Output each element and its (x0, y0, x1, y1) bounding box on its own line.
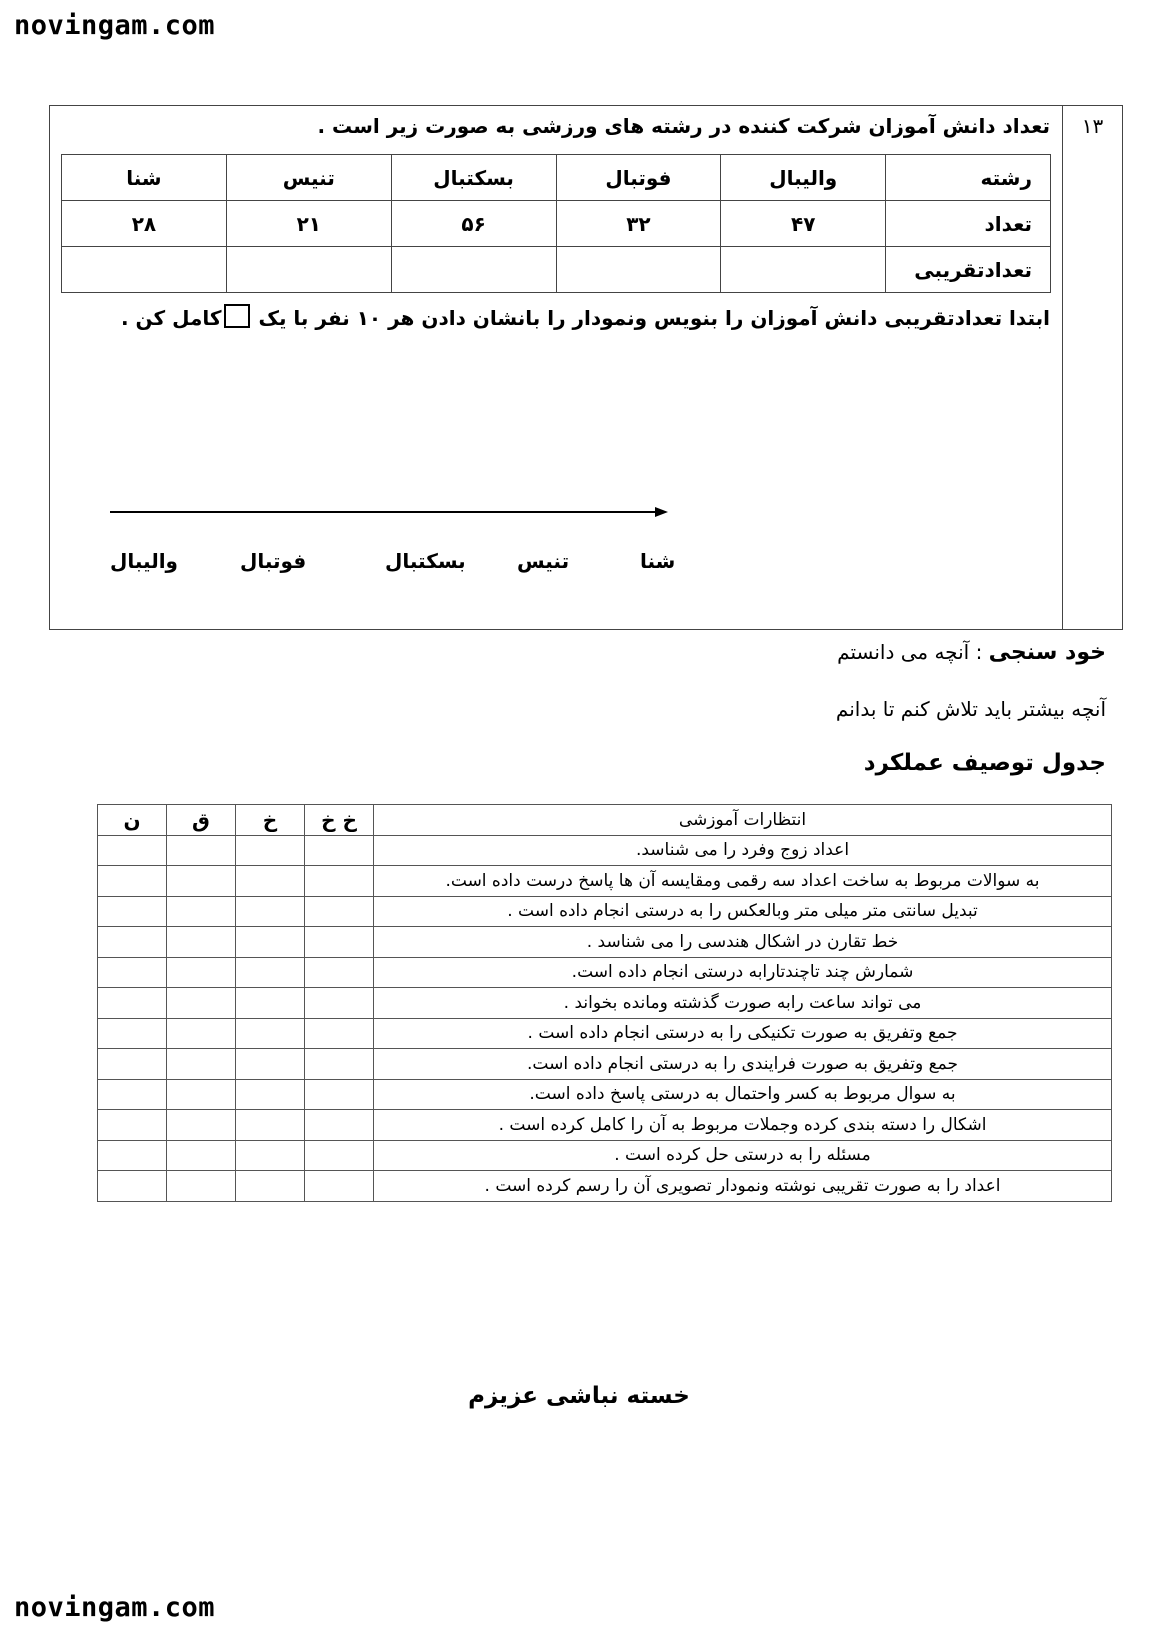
count-swimming: ۲۸ (62, 201, 227, 247)
expectation-text: شمارش چند تاچندتارابه درستی انجام داده است. (374, 957, 1112, 988)
question-text: تعداد دانش آموزان شرکت کننده در رشته های ورزشی به صورت زیر است . (317, 114, 1050, 138)
instruction-part2: کامل کن . (120, 306, 222, 330)
expectation-text: به سوال مربوط به کسر واحتمال به درستی پاسخ داده است. (374, 1079, 1112, 1110)
grade-cell[interactable] (236, 1018, 305, 1049)
grade-cell[interactable] (305, 1110, 374, 1141)
grade-cell[interactable] (236, 988, 305, 1019)
grade-cell[interactable] (167, 835, 236, 866)
sport-swimming: شنا (62, 155, 227, 201)
grade-cell[interactable] (167, 988, 236, 1019)
grade-cell[interactable] (98, 866, 167, 897)
grade-cell[interactable] (167, 1049, 236, 1080)
expectation-text: تبدیل سانتی متر میلی متر وبالعکس را به درستی انجام داده است . (374, 896, 1112, 927)
grade-cell[interactable] (305, 1049, 374, 1080)
sports-data-table (61, 154, 1051, 293)
axis-label-volleyball: والیبال (110, 549, 178, 573)
table-row (98, 927, 1112, 958)
self-assessment-known: : آنچه می دانستم (837, 640, 983, 664)
count-basketball: ۵۶ (391, 201, 556, 247)
grade-cell[interactable] (236, 1079, 305, 1110)
grade-cell[interactable] (305, 835, 374, 866)
grade-cell[interactable] (305, 1079, 374, 1110)
grade-cell[interactable] (305, 866, 374, 897)
table-row (98, 1079, 1112, 1110)
expectations-header: انتظارات آموزشی (374, 805, 1112, 836)
grade-header-needs-effort: ن (98, 805, 167, 836)
approx-cell[interactable] (62, 247, 227, 293)
grade-header-acceptable: ق (167, 805, 236, 836)
expectation-text: مسئله را به درستی حل کرده است . (374, 1140, 1112, 1171)
grade-header-excellent: خ خ (305, 805, 374, 836)
axis-label-basketball: بسکتبال (385, 549, 466, 573)
grade-cell[interactable] (98, 1079, 167, 1110)
self-assessment-line1 (837, 640, 1106, 665)
grade-cell[interactable] (98, 988, 167, 1019)
table-row (98, 988, 1112, 1019)
table-row (98, 957, 1112, 988)
site-watermark-top: novingam.com (14, 10, 216, 41)
approx-cell[interactable] (721, 247, 886, 293)
approx-cell[interactable] (391, 247, 556, 293)
square-symbol-icon (224, 304, 250, 328)
sport-basketball: بسکتبال (391, 155, 556, 201)
grade-cell[interactable] (305, 1140, 374, 1171)
expectation-text: جمع وتفریق به صورت تکنیکی را به درستی انجام داده است . (374, 1018, 1112, 1049)
grade-cell[interactable] (98, 1049, 167, 1080)
grade-cell[interactable] (236, 1049, 305, 1080)
grade-cell[interactable] (305, 988, 374, 1019)
question-number: ۱۳ (1081, 114, 1104, 138)
grade-cell[interactable] (167, 957, 236, 988)
grade-cell[interactable] (167, 896, 236, 927)
axis-label-football: فوتبال (240, 549, 307, 573)
grade-cell[interactable] (98, 957, 167, 988)
grade-cell[interactable] (167, 1110, 236, 1141)
question-number-column (1062, 106, 1122, 629)
table-header-row (98, 805, 1112, 836)
grade-cell[interactable] (236, 896, 305, 927)
expectation-text: می تواند ساعت رابه صورت گذشته ومانده بخواند . (374, 988, 1112, 1019)
expectation-text: جمع وتفریق به صورت فرایندی را به درستی انجام داده است. (374, 1049, 1112, 1080)
axis-label-tennis: تنیس (517, 549, 570, 573)
grade-cell[interactable] (167, 866, 236, 897)
site-watermark-bottom: novingam.com (14, 1592, 216, 1623)
expectation-text: اعداد زوج وفرد را می شناسد. (374, 835, 1112, 866)
question-box (49, 105, 1123, 630)
expectation-text: به سوالات مربوط به ساخت اعداد سه رقمی ومقایسه آن ها پاسخ درست داده است. (374, 866, 1112, 897)
grade-cell[interactable] (305, 1171, 374, 1202)
grade-cell[interactable] (236, 1171, 305, 1202)
grade-cell[interactable] (167, 1140, 236, 1171)
table-row (98, 1171, 1112, 1202)
table-row (62, 247, 1051, 293)
grade-cell[interactable] (236, 927, 305, 958)
grade-cell[interactable] (305, 957, 374, 988)
expectation-text: اشکال را دسته بندی کرده وجملات مربوط به آن را کامل کرده است . (374, 1110, 1112, 1141)
grade-cell[interactable] (167, 1018, 236, 1049)
count-volleyball: ۴۷ (721, 201, 886, 247)
sport-football: فوتبال (556, 155, 721, 201)
table-row (98, 1018, 1112, 1049)
row-label-approx: تعدادتقریبی (886, 247, 1051, 293)
table-row (98, 1049, 1112, 1080)
count-football: ۳۲ (556, 201, 721, 247)
grade-header-good: خ (236, 805, 305, 836)
instruction-text (121, 304, 1050, 330)
table-row (62, 155, 1051, 201)
grade-cell[interactable] (98, 835, 167, 866)
grade-cell[interactable] (236, 1140, 305, 1171)
table-row (98, 1110, 1112, 1141)
grade-cell[interactable] (98, 1140, 167, 1171)
count-tennis: ۲۱ (226, 201, 391, 247)
approx-cell[interactable] (556, 247, 721, 293)
instruction-part1: ابتدا تعدادتقریبی دانش آموزان را بنویس ونمودار را بانشان دادن هر ۱۰ نفر با یک (258, 306, 1050, 330)
self-assessment-title: خود سنجی (988, 640, 1106, 665)
table-row (98, 866, 1112, 897)
sport-volleyball: والیبال (721, 155, 886, 201)
grade-cell[interactable] (236, 835, 305, 866)
sport-tennis: تنیس (226, 155, 391, 201)
performance-table (97, 804, 1112, 1202)
closing-message: خسته نباشی عزیزم (468, 1383, 690, 1409)
grade-cell[interactable] (305, 1018, 374, 1049)
grade-cell[interactable] (305, 896, 374, 927)
self-assessment-line2: آنچه بیشتر باید تلاش کنم تا بدانم (835, 697, 1106, 721)
table-row (98, 835, 1112, 866)
expectation-text: اعداد را به صورت تقریبی نوشته ونمودار تصویری آن را رسم کرده است . (374, 1171, 1112, 1202)
grade-cell[interactable] (98, 1110, 167, 1141)
grade-cell[interactable] (167, 1079, 236, 1110)
performance-table-title: جدول توصیف عملکرد (863, 750, 1106, 776)
row-label-count: تعداد (886, 201, 1051, 247)
row-label-sport: رشته (886, 155, 1051, 201)
approx-cell[interactable] (226, 247, 391, 293)
grade-cell[interactable] (167, 927, 236, 958)
axis-arrowhead-icon (655, 507, 668, 517)
chart-axis-arrow (110, 504, 670, 520)
table-row (98, 896, 1112, 927)
expectation-text: خط تقارن در اشکال هندسی را می شناسد . (374, 927, 1112, 958)
grade-cell[interactable] (236, 957, 305, 988)
table-row (62, 201, 1051, 247)
axis-label-swimming: شنا (640, 549, 676, 573)
grade-cell[interactable] (305, 927, 374, 958)
grade-cell[interactable] (98, 896, 167, 927)
table-row (98, 1140, 1112, 1171)
grade-cell[interactable] (236, 1110, 305, 1141)
grade-cell[interactable] (98, 1171, 167, 1202)
grade-cell[interactable] (98, 1018, 167, 1049)
grade-cell[interactable] (167, 1171, 236, 1202)
grade-cell[interactable] (236, 866, 305, 897)
grade-cell[interactable] (98, 927, 167, 958)
